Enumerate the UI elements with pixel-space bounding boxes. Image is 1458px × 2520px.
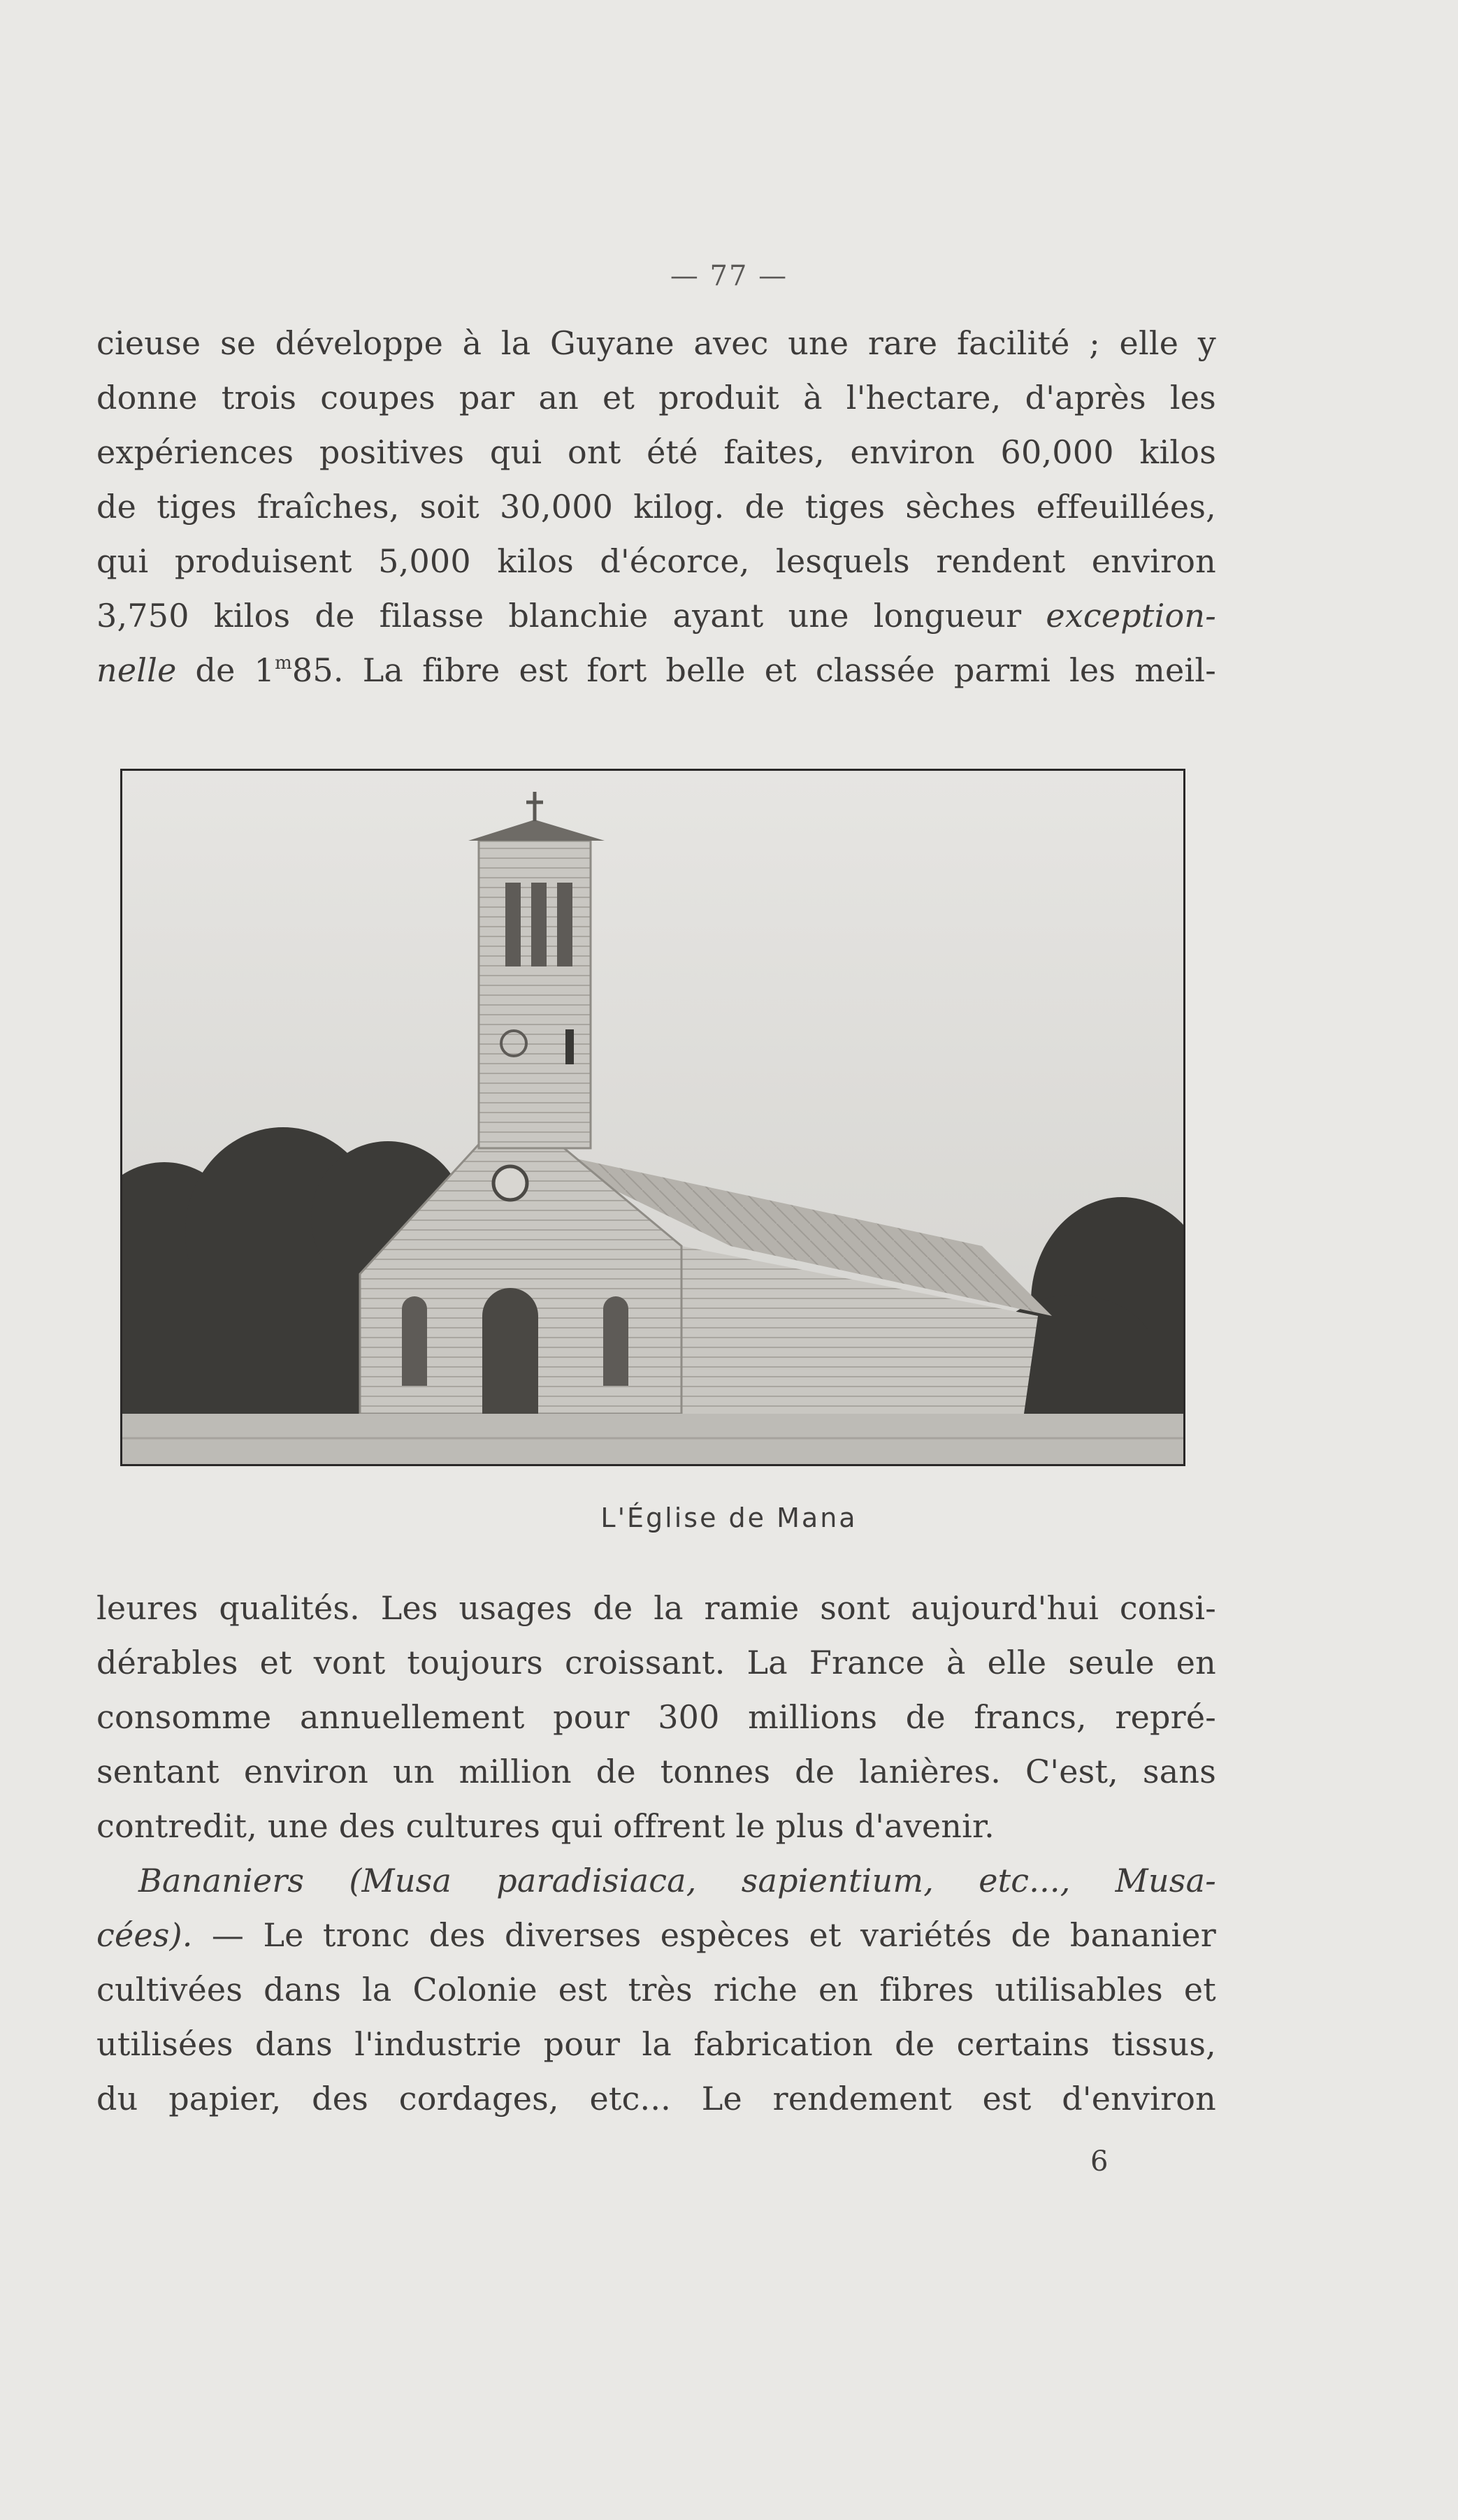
page-number: — 77 — <box>670 260 788 292</box>
italic-run: cées). <box>96 1916 193 1954</box>
signature-mark: 6 <box>1090 2145 1109 2178</box>
text-line <box>96 1853 1216 1908</box>
text-run: 85. La fibre est fort belle et classée parmi les meil- <box>291 651 1216 689</box>
text-line <box>96 643 1216 697</box>
church-illustration <box>122 771 1183 1464</box>
church-door <box>482 1288 538 1414</box>
figure-caption: L'Église de Mana <box>600 1502 858 1533</box>
text-line: cultivées dans la Colonie est très riche en fibres utilisables et <box>96 1971 1216 2008</box>
text-line: contredit, une des cultures qui offrent le plus d'avenir. <box>96 1807 995 1845</box>
church-photograph <box>120 769 1185 1466</box>
text-line: consomme annuellement pour 300 millions de francs, repré- <box>96 1698 1216 1736</box>
italic-run: exception- <box>1046 597 1216 635</box>
text-line: de tiges fraîches, soit 30,000 kilog. de tiges sèches effeuillées, <box>96 488 1216 526</box>
text-run: de 1 <box>176 651 275 689</box>
text-line: du papier, des cordages, etc... Le rendement est d'environ <box>96 2080 1216 2117</box>
church-window <box>402 1296 427 1386</box>
text-run: — Le tronc des diverses espèces et variétés de bananier <box>192 1916 1216 1954</box>
text-line: cieuse se développe à la Guyane avec une rare facilité ; elle y <box>96 324 1216 362</box>
italic-run: nelle <box>96 651 177 689</box>
rose-window <box>493 1166 527 1200</box>
text-run: 3,750 kilos de filasse blanchie ayant une longueur <box>96 597 1046 635</box>
text-line <box>96 1908 1216 1962</box>
top-paragraph <box>96 316 1216 697</box>
text-line: sentant environ un million de tonnes de lanières. C'est, sans <box>96 1753 1216 1790</box>
text-line: donne trois coupes par an et produit à l'hectare, d'après les <box>96 379 1216 417</box>
text-line: utilisées dans l'industrie pour la fabrication de certains tissus, <box>96 2025 1216 2063</box>
bottom-paragraph <box>96 1581 1216 2126</box>
church-window <box>603 1296 628 1386</box>
text-line: leures qualités. Les usages de la ramie sont aujourd'hui consi- <box>96 1589 1216 1627</box>
text-line: expériences positives qui ont été faites, environ 60,000 kilos <box>96 433 1216 471</box>
italic-run: Bananiers (Musa paradisiaca, sapientium, etc..., Musa- <box>138 1862 1216 1899</box>
superscript: m <box>275 653 292 674</box>
text-line <box>96 588 1216 643</box>
text-line: dérables et vont toujours croissant. La France à elle seule en <box>96 1644 1216 1681</box>
text-line: qui produisent 5,000 kilos d'écorce, lesquels rendent environ <box>96 542 1216 580</box>
